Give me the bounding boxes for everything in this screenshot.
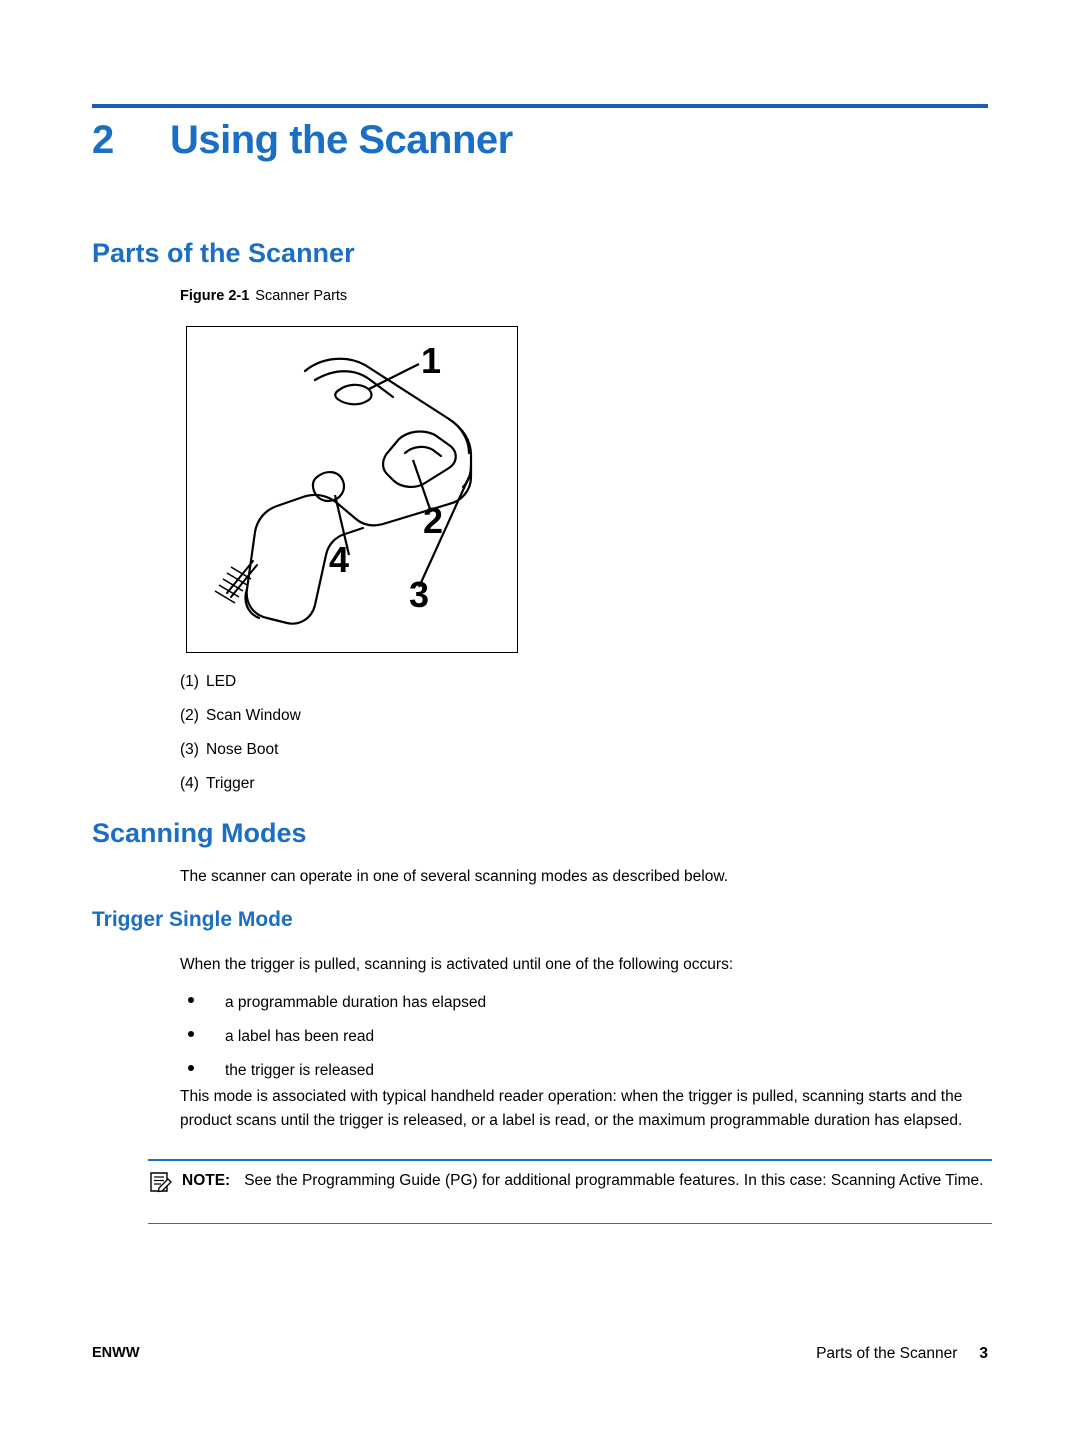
figure-callout-1: 1 <box>421 340 442 381</box>
note-icon <box>148 1171 172 1193</box>
chapter-title: Using the Scanner <box>170 118 513 162</box>
bullet-icon <box>188 1065 194 1071</box>
list-item <box>188 1020 486 1054</box>
paragraph-modes-intro: The scanner can operate in one of several scanning modes as described below. <box>180 868 729 885</box>
heading-trigger-single-mode: Trigger Single Mode <box>92 908 293 931</box>
figure-callout-3: 3 <box>409 574 430 615</box>
figure-caption <box>180 288 347 304</box>
figure-label: Figure 2-1 <box>180 288 250 304</box>
callout-label: Scan Window <box>206 707 301 724</box>
paragraph-trigger-body: This mode is associated with typical handheld reader operation: when the trigger is pulled, scanning starts and the product scans until the trigger is released, or a label is read, or the maximum programmable duration has elapsed. <box>180 1088 963 1129</box>
figure-callout-2: 2 <box>423 500 444 541</box>
figure-scanner-parts <box>186 326 518 653</box>
note-body <box>148 1161 992 1223</box>
note-text <box>182 1169 992 1193</box>
list-item-label: a programmable duration has elapsed <box>225 994 487 1011</box>
list-item-label: the trigger is released <box>225 1062 375 1079</box>
callout-item <box>180 733 301 767</box>
trigger-bullet-list <box>188 986 486 1088</box>
callout-label: Nose Boot <box>206 741 279 758</box>
list-item <box>188 986 486 1020</box>
callout-item <box>180 699 301 733</box>
paragraph-trigger-intro: When the trigger is pulled, scanning is activated until one of the following occurs: <box>180 956 734 973</box>
heading-scanning-modes: Scanning Modes <box>92 818 307 848</box>
callout-number: (4) <box>180 775 199 792</box>
scanner-illustration <box>187 327 514 649</box>
footer-section-title: Parts of the Scanner <box>816 1345 958 1362</box>
note-callout <box>148 1159 992 1224</box>
list-item-label: a label has been read <box>225 1028 375 1045</box>
footer-left: ENWW <box>92 1345 140 1361</box>
bullet-icon <box>188 1031 194 1037</box>
bullet-icon <box>188 997 194 1003</box>
callout-label: Trigger <box>206 775 255 792</box>
chapter-rule <box>92 104 988 108</box>
figure-callout-4: 4 <box>329 539 350 580</box>
callout-number: (2) <box>180 707 199 724</box>
footer-right <box>816 1345 988 1363</box>
chapter-heading <box>92 118 992 163</box>
footer-page-number: 3 <box>979 1345 988 1362</box>
note-bottom-rule <box>148 1223 992 1225</box>
callout-item <box>180 665 301 699</box>
callout-label: LED <box>206 673 237 690</box>
callout-item <box>180 767 301 801</box>
chapter-number: 2 <box>92 118 114 162</box>
list-item <box>188 1054 486 1088</box>
figure-caption-text: Scanner Parts <box>255 288 348 304</box>
callout-number: (1) <box>180 673 199 690</box>
heading-parts-of-the-scanner: Parts of the Scanner <box>92 238 355 268</box>
note-label: NOTE: <box>182 1171 231 1189</box>
figure-callout-legend <box>180 665 301 801</box>
callout-number: (3) <box>180 741 199 758</box>
note-message: See the Programming Guide (PG) for additional programmable features. In this case: Scanning Active Time. <box>244 1171 984 1189</box>
